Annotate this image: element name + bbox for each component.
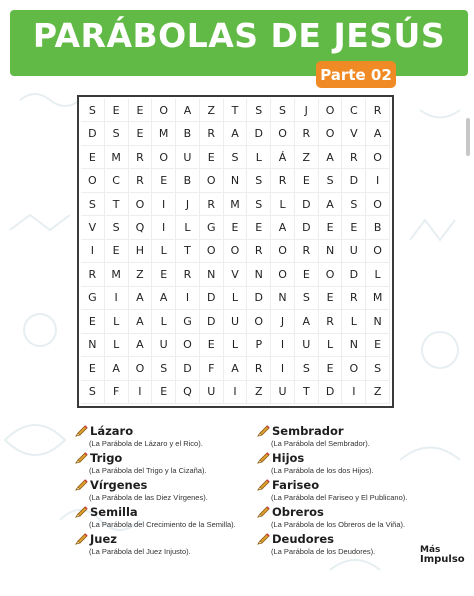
- grid-cell[interactable]: R: [81, 263, 105, 286]
- grid-cell[interactable]: D: [81, 122, 105, 145]
- grid-cell[interactable]: T: [224, 99, 248, 122]
- grid-cell[interactable]: G: [81, 287, 105, 310]
- grid-cell[interactable]: D: [295, 216, 319, 239]
- grid-cell[interactable]: C: [342, 99, 366, 122]
- clue-item: [75, 424, 203, 448]
- grid-cell[interactable]: U: [224, 310, 248, 333]
- pencil-icon: [257, 533, 271, 545]
- grid-cell[interactable]: Q: [176, 381, 200, 404]
- pencil-icon: [257, 452, 271, 464]
- grid-cell[interactable]: L: [342, 310, 366, 333]
- grid-cell[interactable]: L: [105, 310, 129, 333]
- clue-description: (La Parábola del Juez Injusto).: [89, 547, 191, 556]
- grid-cell[interactable]: O: [200, 169, 224, 192]
- grid-cell[interactable]: I: [129, 381, 153, 404]
- grid-cell[interactable]: C: [105, 169, 129, 192]
- grid-cell[interactable]: E: [105, 99, 129, 122]
- grid-cell[interactable]: E: [319, 216, 343, 239]
- grid-cell[interactable]: N: [366, 310, 390, 333]
- pencil-icon: [75, 452, 89, 464]
- top-strip: [0, 0, 474, 10]
- clue-description: (La Parábola de los dos Hijos).: [271, 466, 374, 475]
- grid-cell[interactable]: O: [342, 357, 366, 380]
- brand-logo: [420, 545, 464, 565]
- grid-cell[interactable]: B: [366, 216, 390, 239]
- grid-cell[interactable]: E: [81, 357, 105, 380]
- pencil-icon: [75, 533, 89, 545]
- grid-cell[interactable]: S: [271, 99, 295, 122]
- grid-cell[interactable]: Z: [129, 263, 153, 286]
- grid-cell[interactable]: E: [81, 146, 105, 169]
- grid-cell[interactable]: O: [152, 146, 176, 169]
- grid-cell[interactable]: O: [200, 240, 224, 263]
- grid-cell[interactable]: L: [105, 334, 129, 357]
- clue-word: Obreros: [272, 505, 324, 519]
- grid-cell[interactable]: R: [271, 169, 295, 192]
- clue-item: [257, 451, 374, 475]
- pencil-icon: [75, 425, 89, 437]
- clue-item: [75, 478, 208, 502]
- grid-cell[interactable]: L: [271, 193, 295, 216]
- grid-cell[interactable]: E: [152, 169, 176, 192]
- grid-cell[interactable]: E: [295, 169, 319, 192]
- grid-cell[interactable]: O: [129, 193, 153, 216]
- pencil-icon: [75, 479, 89, 491]
- clue-word: Trigo: [90, 451, 123, 465]
- grid-cell[interactable]: F: [105, 381, 129, 404]
- grid-cell[interactable]: D: [200, 287, 224, 310]
- grid-cell[interactable]: N: [200, 263, 224, 286]
- clue-item: [75, 451, 207, 475]
- grid-cell[interactable]: O: [319, 122, 343, 145]
- grid-cell[interactable]: L: [152, 310, 176, 333]
- grid-cell[interactable]: Z: [366, 381, 390, 404]
- grid-cell[interactable]: E: [129, 99, 153, 122]
- grid-cell[interactable]: R: [342, 287, 366, 310]
- grid-cell[interactable]: R: [200, 122, 224, 145]
- grid-cell[interactable]: S: [247, 193, 271, 216]
- clue-description: (La Parábola del Crecimiento de la Semilla).: [89, 520, 236, 529]
- clue-word: Vírgenes: [90, 478, 148, 492]
- grid-cell[interactable]: G: [176, 310, 200, 333]
- clue-description: (La Parábola del Sembrador).: [271, 439, 370, 448]
- grid-cell[interactable]: O: [319, 99, 343, 122]
- grid-cell[interactable]: S: [366, 357, 390, 380]
- grid-cell[interactable]: A: [224, 122, 248, 145]
- grid-cell[interactable]: L: [176, 216, 200, 239]
- grid-cell[interactable]: S: [81, 381, 105, 404]
- grid-cell[interactable]: A: [129, 334, 153, 357]
- grid-cell[interactable]: M: [152, 122, 176, 145]
- grid-cell[interactable]: A: [295, 310, 319, 333]
- grid-cell[interactable]: D: [200, 310, 224, 333]
- grid-cell[interactable]: S: [247, 99, 271, 122]
- clue-description: (La Parábola de las Diez Vírgenes).: [89, 493, 208, 502]
- grid-cell[interactable]: E: [152, 263, 176, 286]
- clue-word: Deudores: [272, 532, 334, 546]
- grid-cell[interactable]: D: [247, 122, 271, 145]
- grid-cell[interactable]: S: [224, 146, 248, 169]
- grid-cell[interactable]: G: [200, 216, 224, 239]
- letter-grid: [81, 99, 390, 404]
- grid-cell[interactable]: R: [295, 240, 319, 263]
- grid-cell[interactable]: I: [81, 240, 105, 263]
- grid-cell[interactable]: I: [342, 381, 366, 404]
- grid-cell[interactable]: L: [247, 146, 271, 169]
- clue-description: (La Parábola del Trigo y la Cizaña).: [89, 466, 207, 475]
- grid-cell[interactable]: I: [152, 193, 176, 216]
- grid-cell[interactable]: O: [129, 357, 153, 380]
- grid-cell[interactable]: S: [105, 216, 129, 239]
- grid-cell[interactable]: R: [129, 169, 153, 192]
- grid-cell[interactable]: O: [247, 310, 271, 333]
- scrollbar-thumb[interactable]: [466, 118, 470, 156]
- grid-cell[interactable]: E: [366, 334, 390, 357]
- grid-cell[interactable]: B: [176, 122, 200, 145]
- grid-cell[interactable]: Z: [247, 381, 271, 404]
- grid-cell[interactable]: D: [176, 357, 200, 380]
- grid-cell[interactable]: A: [152, 287, 176, 310]
- grid-cell[interactable]: A: [366, 122, 390, 145]
- grid-cell[interactable]: E: [200, 146, 224, 169]
- grid-cell[interactable]: N: [271, 287, 295, 310]
- grid-cell[interactable]: L: [319, 334, 343, 357]
- grid-cell[interactable]: A: [224, 357, 248, 380]
- grid-cell[interactable]: O: [366, 146, 390, 169]
- grid-cell[interactable]: D: [295, 193, 319, 216]
- grid-cell[interactable]: A: [176, 99, 200, 122]
- grid-cell[interactable]: O: [319, 263, 343, 286]
- grid-cell[interactable]: S: [105, 122, 129, 145]
- clue-item: [75, 505, 236, 529]
- grid-cell[interactable]: E: [105, 240, 129, 263]
- grid-cell[interactable]: N: [247, 263, 271, 286]
- grid-cell[interactable]: I: [271, 334, 295, 357]
- brand-line-1: Más: [420, 545, 441, 555]
- grid-cell[interactable]: M: [366, 287, 390, 310]
- part-badge: Parte 02: [316, 61, 396, 88]
- grid-cell[interactable]: I: [224, 381, 248, 404]
- grid-cell[interactable]: F: [200, 357, 224, 380]
- pencil-icon: [257, 425, 271, 437]
- grid-cell[interactable]: N: [342, 334, 366, 357]
- grid-cell[interactable]: I: [176, 287, 200, 310]
- grid-cell[interactable]: U: [342, 240, 366, 263]
- grid-cell[interactable]: A: [271, 216, 295, 239]
- clue-word: Juez: [90, 532, 117, 546]
- grid-cell[interactable]: I: [152, 216, 176, 239]
- grid-cell[interactable]: O: [366, 193, 390, 216]
- grid-cell[interactable]: E: [152, 381, 176, 404]
- grid-cell[interactable]: U: [271, 381, 295, 404]
- grid-cell[interactable]: A: [129, 287, 153, 310]
- word-search-grid: [77, 95, 394, 408]
- clue-item: [257, 478, 407, 502]
- grid-cell[interactable]: E: [224, 216, 248, 239]
- page-title: PARÁBOLAS DE JESÚS: [32, 16, 446, 55]
- grid-cell[interactable]: S: [81, 193, 105, 216]
- grid-cell[interactable]: M: [105, 146, 129, 169]
- grid-cell[interactable]: M: [224, 193, 248, 216]
- grid-cell[interactable]: E: [247, 216, 271, 239]
- grid-cell[interactable]: J: [271, 310, 295, 333]
- grid-cell[interactable]: S: [247, 169, 271, 192]
- grid-cell[interactable]: L: [366, 263, 390, 286]
- grid-cell[interactable]: E: [81, 310, 105, 333]
- grid-cell[interactable]: A: [105, 357, 129, 380]
- grid-cell[interactable]: O: [271, 263, 295, 286]
- grid-cell[interactable]: R: [247, 240, 271, 263]
- grid-cell[interactable]: E: [295, 263, 319, 286]
- grid-cell[interactable]: U: [295, 334, 319, 357]
- grid-cell[interactable]: O: [271, 240, 295, 263]
- grid-cell[interactable]: I: [366, 169, 390, 192]
- grid-cell[interactable]: O: [366, 240, 390, 263]
- grid-cell[interactable]: P: [247, 334, 271, 357]
- grid-cell[interactable]: Z: [200, 99, 224, 122]
- grid-cell[interactable]: V: [342, 122, 366, 145]
- grid-cell[interactable]: V: [81, 216, 105, 239]
- grid-cell[interactable]: I: [105, 287, 129, 310]
- clue-description: (La Parábola de los Obreros de la Viña).: [271, 520, 406, 529]
- grid-cell[interactable]: J: [295, 99, 319, 122]
- grid-cell[interactable]: O: [152, 99, 176, 122]
- grid-cell[interactable]: U: [152, 334, 176, 357]
- grid-cell[interactable]: Q: [129, 216, 153, 239]
- grid-cell[interactable]: V: [224, 263, 248, 286]
- grid-cell[interactable]: R: [342, 146, 366, 169]
- grid-cell[interactable]: N: [224, 169, 248, 192]
- grid-cell[interactable]: L: [224, 334, 248, 357]
- grid-cell[interactable]: S: [295, 287, 319, 310]
- brand-line-2: Impulso: [420, 554, 465, 565]
- grid-cell[interactable]: H: [129, 240, 153, 263]
- grid-cell[interactable]: O: [271, 122, 295, 145]
- clue-item: [75, 532, 191, 556]
- clue-word: Semilla: [90, 505, 138, 519]
- grid-cell[interactable]: S: [342, 193, 366, 216]
- pencil-icon: [257, 479, 271, 491]
- grid-cell[interactable]: O: [176, 334, 200, 357]
- grid-cell[interactable]: A: [319, 146, 343, 169]
- grid-cell[interactable]: D: [319, 381, 343, 404]
- grid-cell[interactable]: R: [129, 146, 153, 169]
- clue-word: Fariseo: [272, 478, 320, 492]
- clue-word: Hijos: [272, 451, 305, 465]
- grid-cell[interactable]: E: [129, 122, 153, 145]
- grid-cell[interactable]: A: [319, 193, 343, 216]
- grid-cell[interactable]: N: [319, 240, 343, 263]
- grid-cell[interactable]: S: [81, 99, 105, 122]
- grid-cell[interactable]: N: [81, 334, 105, 357]
- grid-cell[interactable]: I: [271, 357, 295, 380]
- clue-description: (La Parábola de los Deudores).: [271, 547, 376, 556]
- clue-item: [257, 424, 370, 448]
- grid-cell[interactable]: Á: [271, 146, 295, 169]
- grid-cell[interactable]: T: [176, 240, 200, 263]
- clue-description: (La Parábola del Fariseo y El Publicano).: [271, 493, 408, 502]
- grid-cell[interactable]: R: [200, 193, 224, 216]
- grid-cell[interactable]: D: [342, 263, 366, 286]
- grid-cell[interactable]: S: [152, 357, 176, 380]
- grid-cell[interactable]: J: [176, 193, 200, 216]
- grid-cell[interactable]: R: [176, 263, 200, 286]
- grid-cell[interactable]: L: [224, 287, 248, 310]
- clue-description: (La Parábola de Lázaro y el Rico).: [89, 439, 203, 448]
- grid-cell[interactable]: S: [295, 357, 319, 380]
- clue-word: Sembrador: [272, 424, 344, 438]
- grid-cell[interactable]: R: [295, 122, 319, 145]
- clue-item: [257, 532, 375, 556]
- grid-cell[interactable]: E: [319, 357, 343, 380]
- grid-cell[interactable]: A: [129, 310, 153, 333]
- clue-item: [257, 505, 405, 529]
- grid-cell[interactable]: O: [224, 240, 248, 263]
- pencil-icon: [257, 506, 271, 518]
- grid-cell[interactable]: T: [295, 381, 319, 404]
- grid-cell[interactable]: E: [200, 334, 224, 357]
- grid-cell[interactable]: U: [176, 146, 200, 169]
- grid-cell[interactable]: Z: [295, 146, 319, 169]
- grid-cell[interactable]: R: [319, 310, 343, 333]
- grid-cell[interactable]: E: [342, 216, 366, 239]
- grid-cell[interactable]: M: [105, 263, 129, 286]
- grid-cell[interactable]: T: [105, 193, 129, 216]
- grid-cell[interactable]: E: [319, 287, 343, 310]
- grid-cell[interactable]: B: [176, 169, 200, 192]
- grid-cell[interactable]: R: [247, 357, 271, 380]
- grid-cell[interactable]: O: [81, 169, 105, 192]
- grid-cell[interactable]: R: [366, 99, 390, 122]
- grid-cell[interactable]: S: [319, 169, 343, 192]
- grid-cell[interactable]: U: [200, 381, 224, 404]
- pencil-icon: [75, 506, 89, 518]
- grid-cell[interactable]: L: [152, 240, 176, 263]
- clue-word: Lázaro: [90, 424, 134, 438]
- grid-cell[interactable]: D: [342, 169, 366, 192]
- grid-cell[interactable]: D: [247, 287, 271, 310]
